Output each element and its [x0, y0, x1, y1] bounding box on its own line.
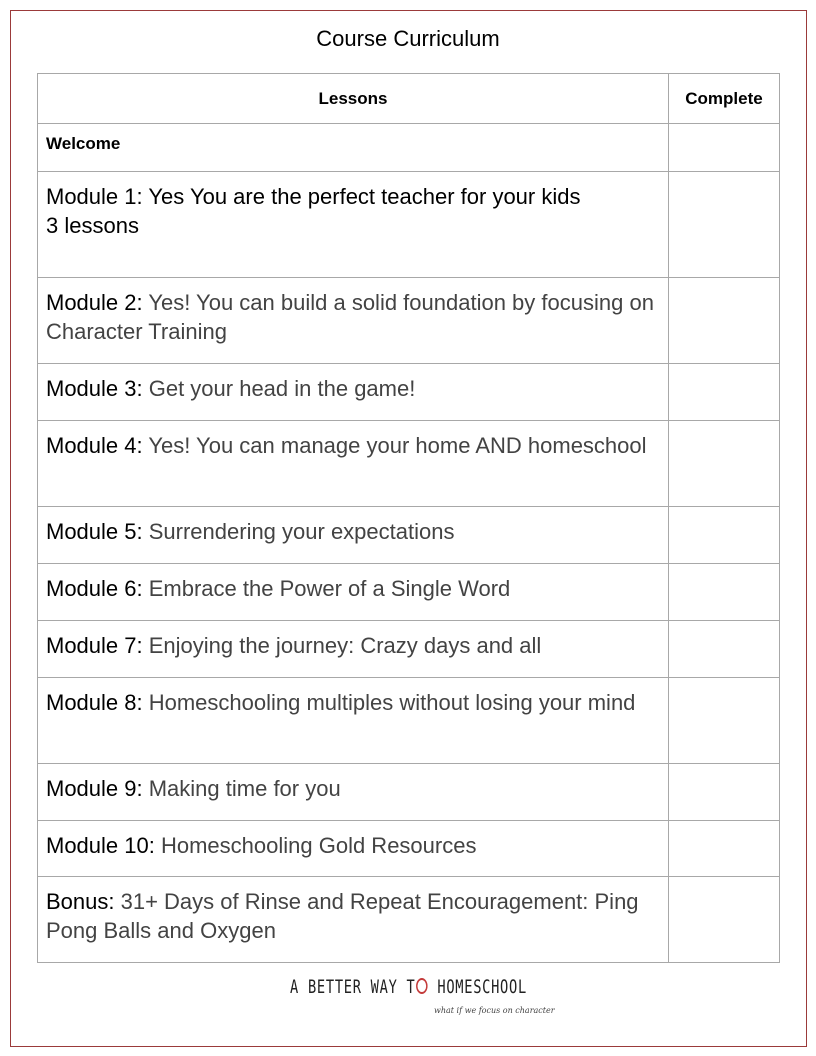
brand-logo: [0, 976, 816, 1015]
table-row: [38, 278, 780, 364]
lesson-cell: [38, 278, 669, 364]
complete-cell[interactable]: [669, 821, 780, 877]
complete-cell[interactable]: [669, 877, 780, 963]
table-row: [38, 124, 780, 172]
logo-text-part2: HOMESCHOOL: [427, 976, 527, 998]
lesson-title: Enjoying the journey: Crazy days and all: [148, 633, 542, 658]
table-row: [38, 678, 780, 764]
lesson-cell: [38, 678, 669, 764]
complete-cell[interactable]: [669, 421, 780, 507]
complete-cell[interactable]: [669, 678, 780, 764]
table-row: [38, 364, 780, 421]
lesson-prefix: Module 1:: [46, 184, 149, 209]
lesson-cell: [38, 564, 669, 621]
lesson-count: 3 lessons: [46, 213, 139, 238]
lesson-title: Homeschooling multiples without losing your mind: [148, 690, 636, 715]
lesson-title: 31+ Days of Rinse and Repeat Encouragement: Ping Pong Balls and Oxygen: [46, 889, 639, 943]
table-row: [38, 172, 780, 278]
lesson-cell: [38, 364, 669, 421]
table-row: [38, 764, 780, 821]
lesson-title: Yes! You can manage your home AND homeschool: [148, 433, 647, 458]
logo-tagline: what if we focus on character: [434, 1006, 555, 1015]
table-row: [38, 877, 780, 963]
complete-cell[interactable]: [669, 764, 780, 821]
complete-cell[interactable]: [669, 564, 780, 621]
lesson-prefix: Module 10:: [46, 833, 161, 858]
logo-text-part1: A BETTER WAY T: [289, 976, 415, 998]
apple-icon: [416, 978, 428, 994]
lesson-prefix: Module 2:: [46, 290, 149, 315]
lesson-prefix: Module 3:: [46, 376, 149, 401]
lesson-title: Yes You are the perfect teacher for your kids: [148, 184, 581, 209]
lesson-cell: [38, 821, 669, 877]
lesson-prefix: Module 5:: [46, 519, 149, 544]
welcome-cell: Welcome: [38, 124, 669, 172]
lesson-title: Homeschooling Gold Resources: [160, 833, 477, 858]
lessons-header: Lessons: [38, 74, 669, 124]
lesson-cell: [38, 877, 669, 963]
lesson-cell: [38, 172, 669, 278]
logo-wordmark: [290, 976, 527, 998]
table-row: [38, 564, 780, 621]
lesson-prefix: Module 8:: [46, 690, 149, 715]
table-row: [38, 821, 780, 877]
lesson-prefix: Module 7:: [46, 633, 149, 658]
lesson-title: Get your head in the game!: [148, 376, 416, 401]
lesson-cell: [38, 764, 669, 821]
table-row: [38, 421, 780, 507]
lesson-cell: [38, 507, 669, 564]
complete-cell[interactable]: [669, 278, 780, 364]
complete-cell[interactable]: [669, 621, 780, 678]
lesson-prefix: Bonus:: [46, 889, 121, 914]
lesson-prefix: Module 6:: [46, 576, 149, 601]
lesson-cell: [38, 621, 669, 678]
lesson-prefix: Module 9:: [46, 776, 149, 801]
table-row: [38, 507, 780, 564]
table-header-row: [38, 74, 780, 124]
lesson-title: Making time for you: [148, 776, 341, 801]
table-row: [38, 621, 780, 678]
lesson-title: Embrace the Power of a Single Word: [148, 576, 511, 601]
lesson-prefix: Module 4:: [46, 433, 149, 458]
lesson-title: Yes! You can build a solid foundation by focusing on Character Training: [46, 290, 654, 344]
complete-cell[interactable]: [669, 124, 780, 172]
lesson-cell: [38, 421, 669, 507]
complete-cell[interactable]: [669, 364, 780, 421]
lesson-title: Surrendering your expectations: [148, 519, 455, 544]
complete-header: Complete: [669, 74, 780, 124]
complete-cell[interactable]: [669, 172, 780, 278]
curriculum-table: [37, 73, 780, 963]
complete-cell[interactable]: [669, 507, 780, 564]
page-title: Course Curriculum: [316, 26, 500, 51]
